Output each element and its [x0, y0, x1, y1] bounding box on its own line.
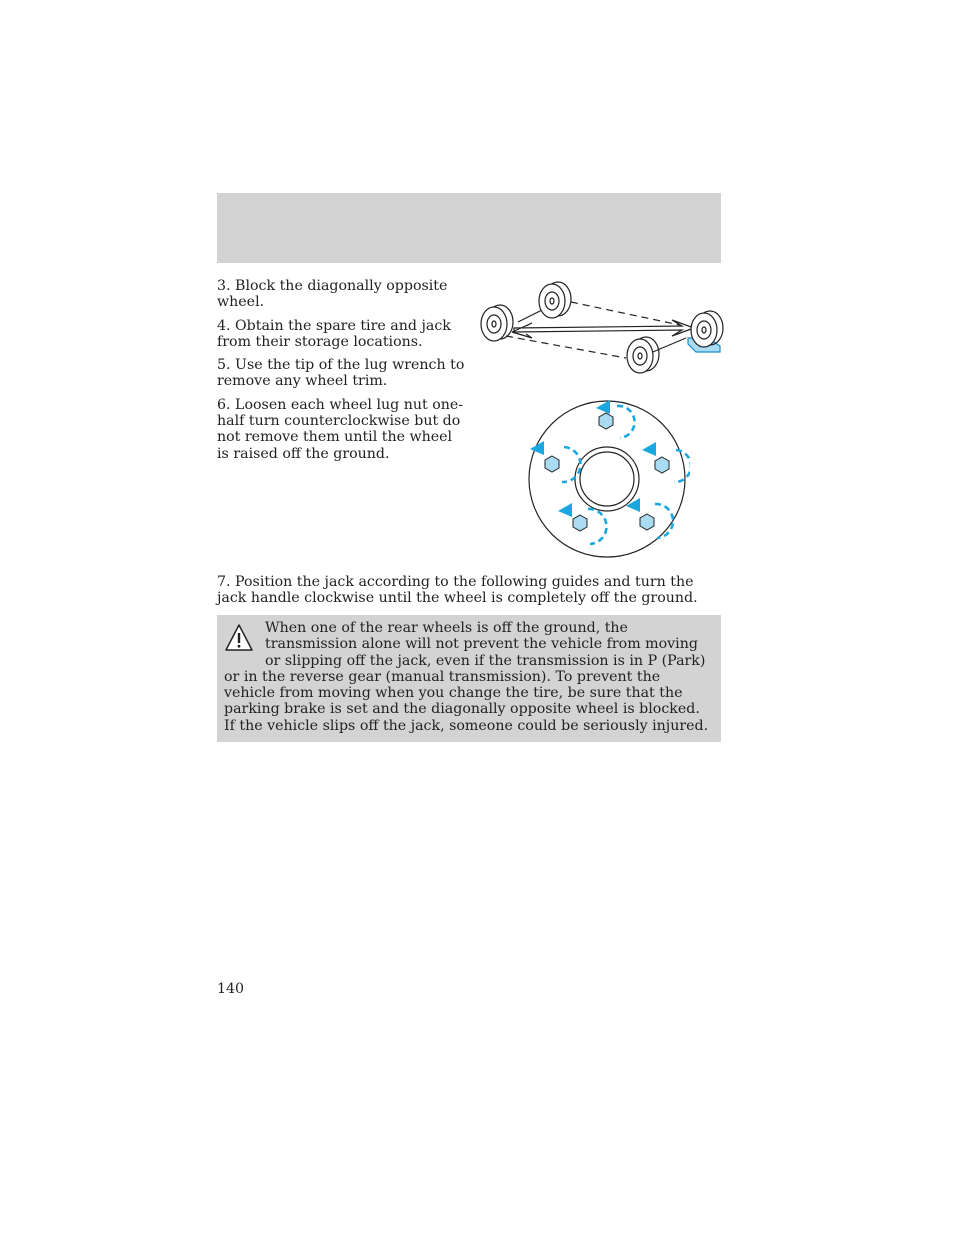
- warning-triangle-icon: [224, 623, 254, 653]
- step-5: 5. Use the tip of the lug wrench to remove any wheel trim.: [217, 357, 465, 390]
- warning-text: When one of the rear wheels is off the ground, the transmission alone will not prevent the vehicle from moving or slipping off the jack, even if the transmission is in P (Park) or in the reverse gear (manual transmission). To prevent the vehicle from moving when you change the tire, be sure that the parking brake is set and the diagonally opposite wheel is blocked. If the vehicle slips off the jack, someone could be seriously injured.: [224, 620, 709, 734]
- blocked-wheel-diagram: [476, 276, 724, 380]
- warning-box: [217, 615, 721, 742]
- wheel-front-right: [627, 337, 659, 373]
- hub-inner: [580, 452, 634, 506]
- step-6: 6. Loosen each wheel lug nut one-half turn counterclockwise but do not remove them until the wheel is raised off the ground.: [217, 396, 464, 462]
- header-band: [217, 193, 721, 263]
- step-4: 4. Obtain the spare tire and jack from their storage locations.: [217, 317, 451, 350]
- lug-nut-loosening-diagram: [524, 396, 690, 562]
- wheel-rear-left: [539, 282, 571, 318]
- step-3: 3. Block the diagonally opposite wheel.: [217, 278, 448, 311]
- instruction-steps: [217, 278, 467, 469]
- wheel-blocked: [691, 311, 723, 347]
- step-7: 7. Position the jack according to the following guides and turn the jack handle clockwise until the wheel is completely off the ground.: [217, 574, 698, 607]
- wheel-front-left: [481, 305, 513, 341]
- page-number: 140: [217, 981, 245, 997]
